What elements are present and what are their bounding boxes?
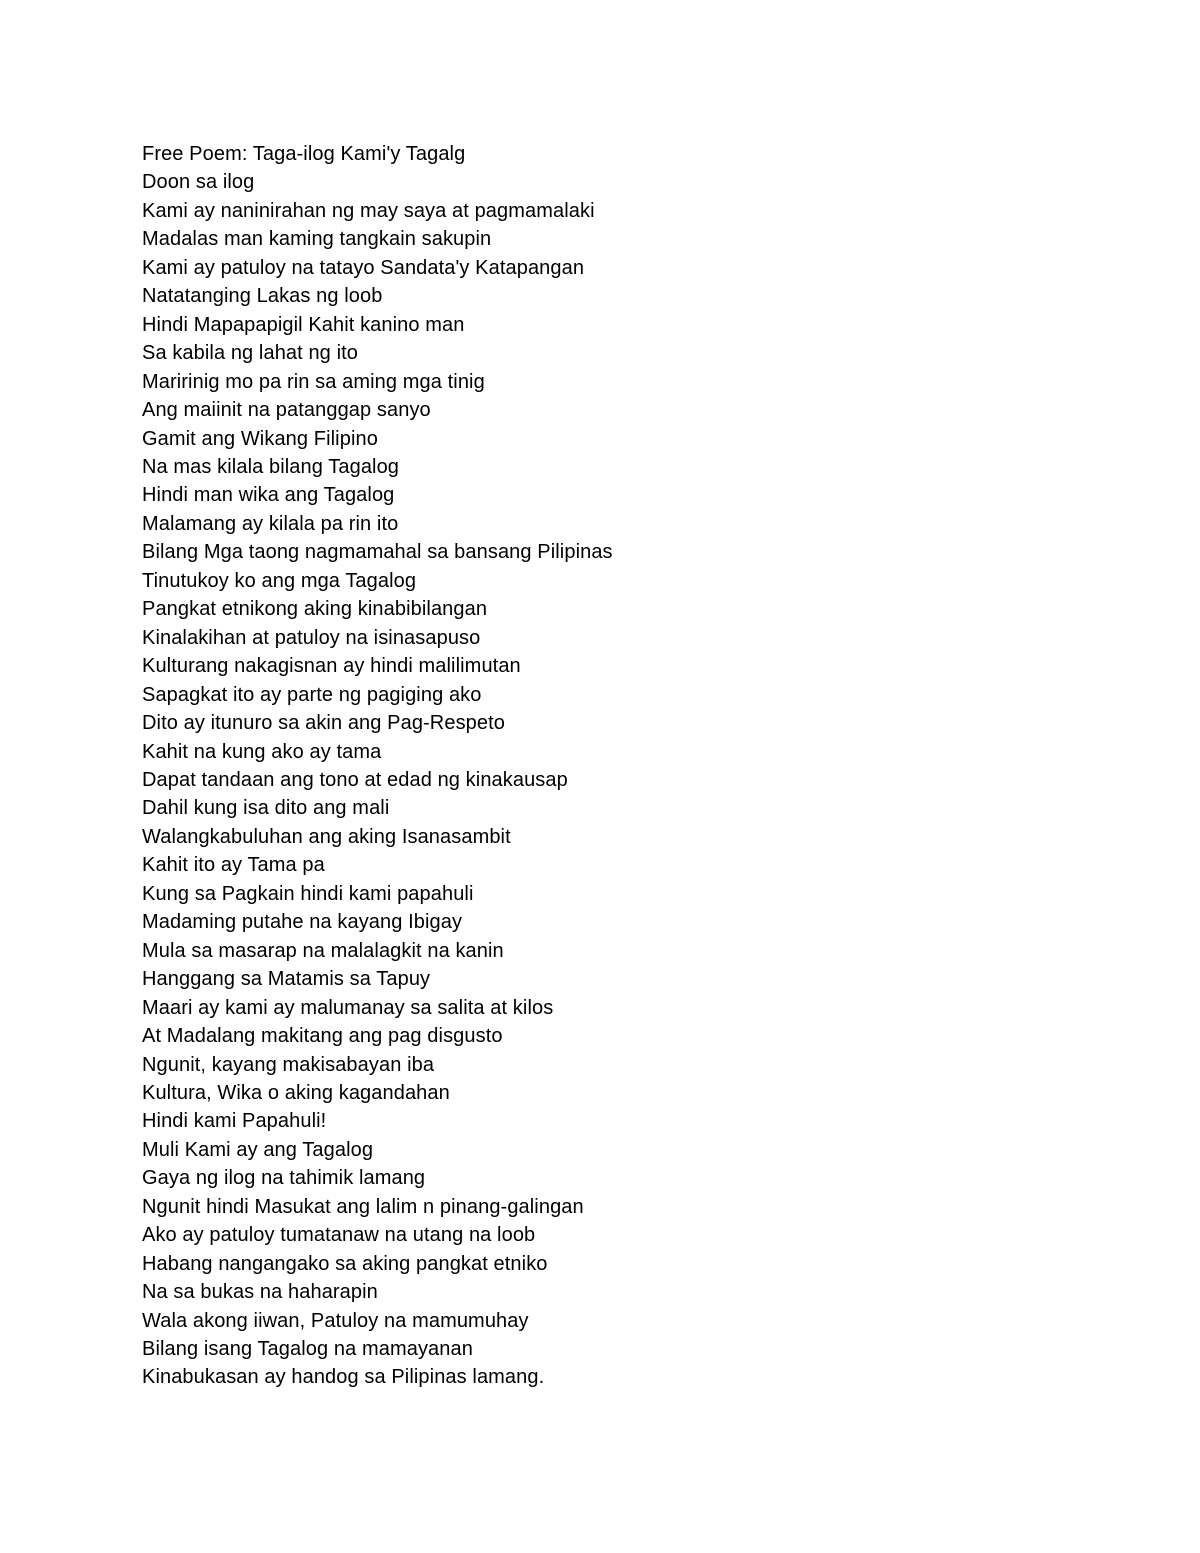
poem-line: Kami ay patuloy na tatayo Sandata'y Katapangan [142, 256, 585, 279]
poem-line: Muli Kami ay ang Tagalog [142, 1138, 374, 1161]
poem-line: Na sa bukas na haharapin [142, 1281, 378, 1304]
poem-line: Kultura, Wika o aking kagandahan [142, 1081, 450, 1104]
poem-line: Pangkat etnikong aking kinabibilangan [142, 598, 488, 621]
poem-line: Doon sa ilog [142, 171, 255, 194]
poem-line: Gaya ng ilog na tahimik lamang [142, 1167, 426, 1190]
poem-line: Hindi Mapapapigil Kahit kanino man [142, 313, 465, 336]
poem-title: Free Poem: Taga-ilog Kami'y Tagalg [142, 143, 466, 165]
poem-line: Hindi kami Papahuli! [142, 1110, 327, 1133]
poem-line: Hanggang sa Matamis sa Tapuy [142, 968, 431, 991]
poem-line: Malamang ay kilala pa rin ito [142, 512, 399, 535]
poem-line: Ngunit hindi Masukat ang lalim n pinang-galingan [142, 1195, 584, 1218]
poem-line: Kung sa Pagkain hindi kami papahuli [142, 882, 474, 905]
poem-text [142, 140, 613, 1392]
poem-line: Ako ay patuloy tumatanaw na utang na loob [142, 1224, 536, 1247]
poem-line: Habang nangangako sa aking pangkat etniko [142, 1252, 548, 1275]
poem-line: Dito ay itunuro sa akin ang Pag-Respeto [142, 712, 506, 735]
poem-line: Kami ay naninirahan ng may saya at pagmamalaki [142, 199, 595, 222]
poem-line: Madaming putahe na kayang Ibigay [142, 911, 463, 934]
poem-line: Kinalakihan at patuloy na isinasapuso [142, 626, 481, 649]
poem-line: Natatanging Lakas ng loob [142, 285, 383, 308]
poem-line: Ngunit, kayang makisabayan iba [142, 1053, 435, 1076]
poem-line: Madalas man kaming tangkain sakupin [142, 228, 492, 251]
poem-line: Tinutukoy ko ang mga Tagalog [142, 569, 417, 592]
poem-line: Sapagkat ito ay parte ng pagiging ako [142, 683, 482, 706]
poem-line: Kahit ito ay Tama pa [142, 854, 325, 877]
poem-line: Kahit na kung ako ay tama [142, 740, 382, 763]
poem-line: Walangkabuluhan ang aking Isanasambit [142, 825, 511, 848]
poem-line: Kinabukasan ay handog sa Pilipinas lamang. [142, 1366, 545, 1389]
poem-line: Mula sa masarap na malalagkit na kanin [142, 939, 504, 962]
poem-line: Maririnig mo pa rin sa aming mga tinig [142, 370, 485, 393]
poem-line: Ang maiinit na patanggap sanyo [142, 399, 431, 422]
poem-line: At Madalang makitang ang pag disgusto [142, 1025, 503, 1048]
poem-line: Hindi man wika ang Tagalog [142, 484, 395, 507]
poem-line: Kulturang nakagisnan ay hindi malilimutan [142, 655, 521, 678]
poem-line: Dapat tandaan ang tono at edad ng kinakausap [142, 768, 568, 791]
poem-line: Gamit ang Wikang Filipino [142, 427, 378, 450]
poem-line: Maari ay kami ay malumanay sa salita at kilos [142, 996, 554, 1019]
poem-line: Na mas kilala bilang Tagalog [142, 455, 400, 478]
poem-line: Bilang Mga taong nagmamahal sa bansang Pilipinas [142, 541, 613, 564]
poem-line: Bilang isang Tagalog na mamayanan [142, 1338, 473, 1361]
poem-line: Sa kabila ng lahat ng ito [142, 342, 358, 365]
poem-line: Dahil kung isa dito ang mali [142, 797, 390, 820]
poem-line: Wala akong iiwan, Patuloy na mamumuhay [142, 1309, 529, 1332]
